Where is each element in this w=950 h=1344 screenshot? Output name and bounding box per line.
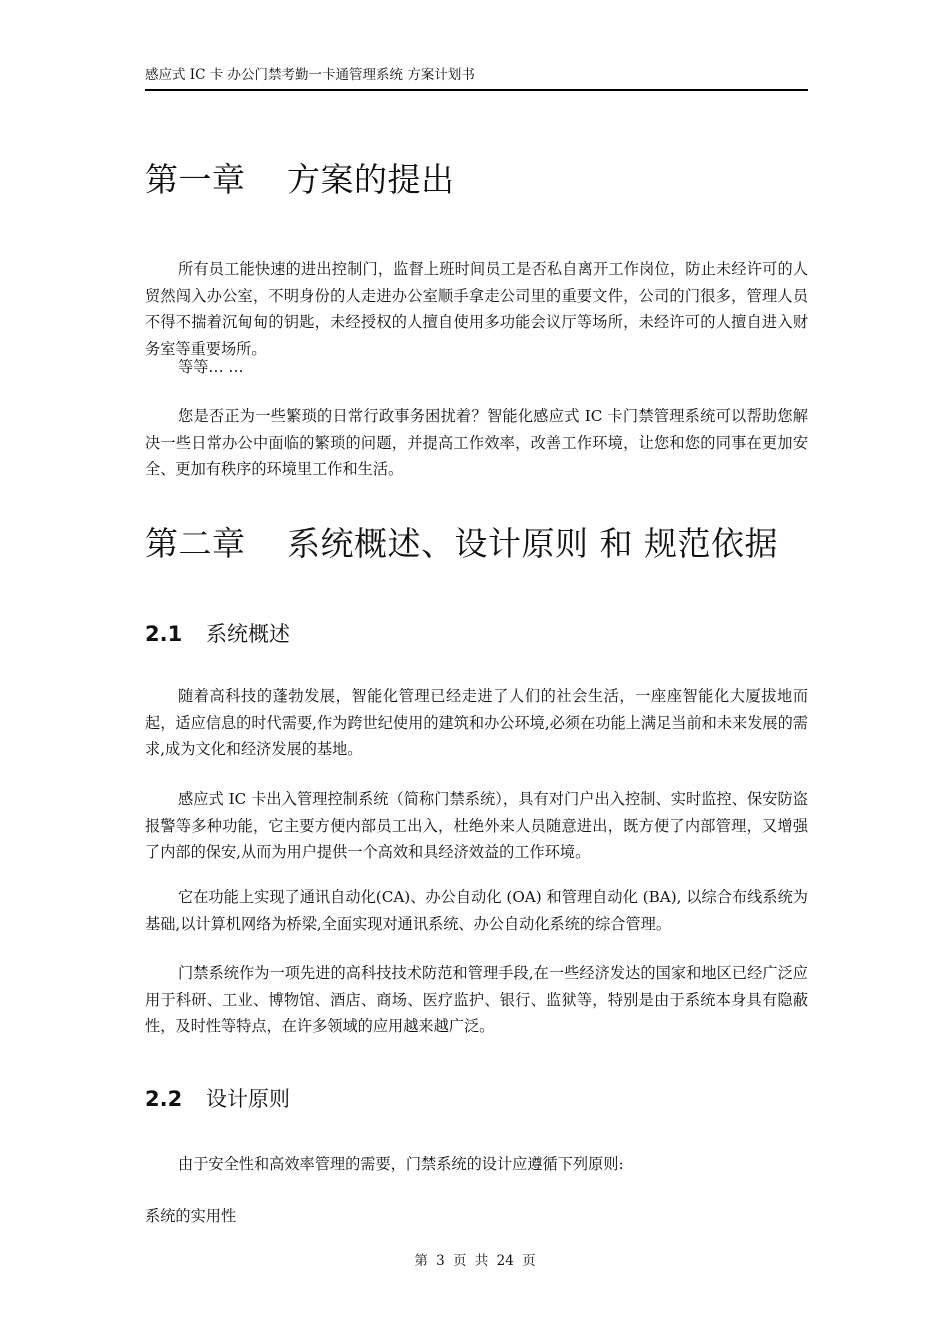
chapter-2-heading	[145, 524, 778, 564]
chapter-1-heading	[145, 160, 455, 200]
subheading-practicality: 系统的实用性	[145, 1207, 237, 1225]
body-paragraph: 门禁系统作为一项先进的高科技技术防范和管理手段,在一些经济发达的国家和地区已经广泛应用于科研、工业、博物馆、酒店、商场、医疗监护、银行、监狱等，特别是由于系统本身具有隐蔽性，及时性等特点，在许多领域的应用越来越广泛。	[145, 964, 808, 1035]
body-paragraph: 由于安全性和高效率管理的需要，门禁系统的设计应遵循下列原则:	[178, 1155, 624, 1173]
chapter-1-title: 方案的提出	[287, 160, 455, 199]
body-paragraph: 所有员工能快速的进出控制门，监督上班时间员工是否私自离开工作岗位，防止未经许可的人贸然闯入办公室，不明身份的人走进办公室顺手拿走公司里的重要文件，公司的门很多，管理人员不得不揣着沉甸甸的钥匙，未经授权的人擅自使用多功能会议厅等场所，未经许可的人擅自进入财务室等重要场所。	[145, 260, 808, 358]
section-2-1-number: 2.1	[145, 622, 183, 646]
body-paragraph: 等等… …	[178, 358, 244, 376]
chapter-1-number: 第一章	[145, 160, 246, 199]
body-paragraph: 随着高科技的蓬勃发展，智能化管理已经走进了人们的社会生活，一座座智能化大厦拔地而起，适应信息的时代需要,作为跨世纪使用的建筑和办公环境,必须在功能上满足当前和未来发展的需求,成为文化和经济发展的基地。	[145, 687, 808, 758]
section-2-2-title: 设计原则	[206, 1087, 290, 1111]
body-paragraph: 它在功能上实现了通讯自动化(CA)、办公自动化 (OA) 和管理自动化 (BA), 以综合布线系统为基础,以计算机网络为桥梁,全面实现对通讯系统、办公自动化系统的综合管理。	[145, 888, 808, 933]
chapter-2-title: 系统概述、设计原则 和 规范依据	[287, 524, 778, 563]
running-header: 感应式 IC 卡 办公门禁考勤一卡通管理系统 方案计划书	[145, 66, 808, 91]
body-paragraph: 感应式 IC 卡出入管理控制系统（简称门禁系统），具有对门户出入控制、实时监控、保安防盗报警等多种功能，它主要方便内部员工出入，杜绝外来人员随意进出，既方便了内部管理，又增强了内部的保安,从而为用户提供一个高效和具经济效益的工作环境。	[145, 790, 808, 861]
section-2-1-title: 系统概述	[206, 622, 290, 646]
section-2-2-number: 2.2	[145, 1087, 183, 1111]
section-2-2-heading	[145, 1085, 290, 1113]
chapter-2-number: 第二章	[145, 524, 246, 563]
page-number-footer: 第 3 页 共 24 页	[414, 1253, 536, 1269]
body-paragraph: 您是否正为一些繁琐的日常行政事务困扰着？智能化感应式 IC 卡门禁管理系统可以帮助您解决一些日常办公中面临的繁琐的问题，并提高工作效率，改善工作环境，让您和您的同事在更加安全、更加有秩序的环境里工作和生活。	[145, 407, 808, 478]
section-2-1-heading	[145, 620, 290, 648]
